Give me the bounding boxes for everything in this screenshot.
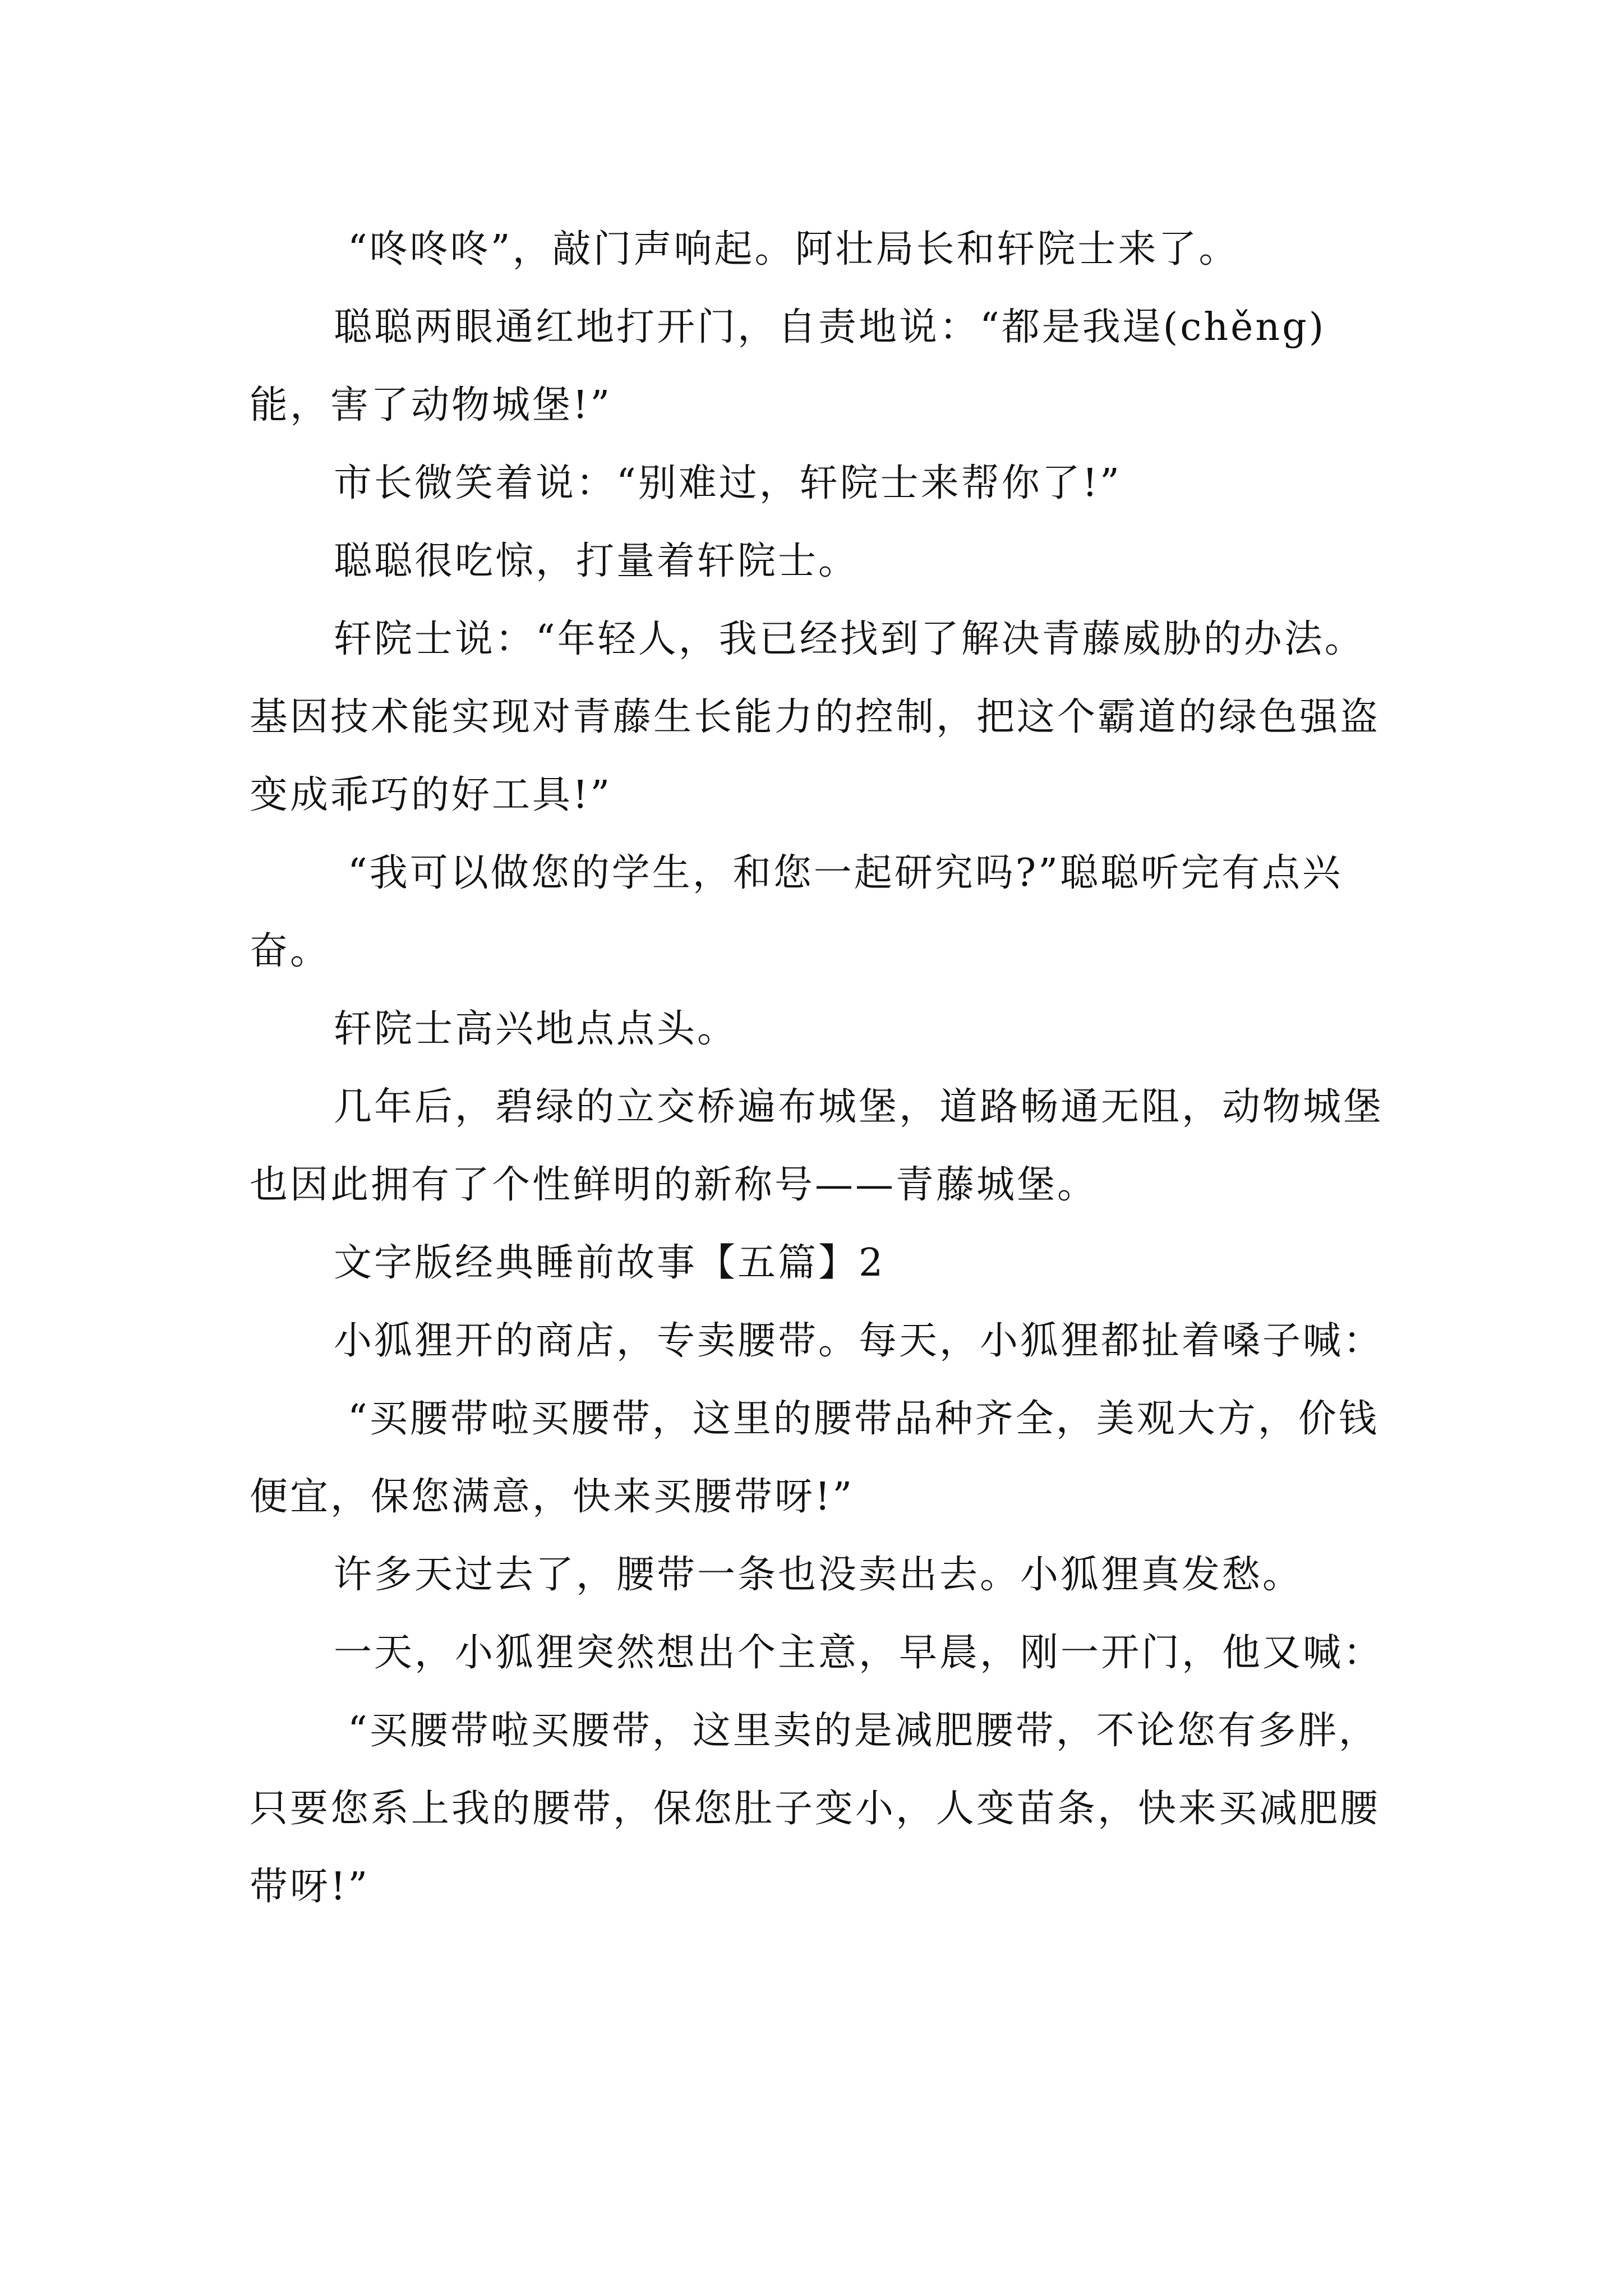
paragraph: “买腰带啦买腰带，这里的腰带品种齐全，美观大方，价钱便宜，保您满意，快来买腰带呀!” [250,1397,1379,1519]
paragraph: 小狐狸开的商店，专卖腰带。每天，小狐狸都扯着嗓子喊： [334,1319,1384,1363]
paragraph: 轩院士说：“年轻人，我已经找到了解决青藤威胁的办法。基因技术能实现对青藤生长能力的控制，把这个霸道的绿色强盗变成乖巧的好工具!” [250,617,1381,817]
section-heading: 文字版经典睡前故事【五篇】2 [334,1241,886,1285]
story-text [250,210,1394,1926]
paragraph: “我可以做您的学生，和您一起研究吗?”聪聪听完有点兴奋。 [250,851,1343,973]
paragraph: “买腰带啦买腰带，这里卖的是减肥腰带，不论您有多胖，只要您系上我的腰带，保您肚子变小，人变苗条，快来买减肥腰带呀!” [250,1709,1381,1909]
paragraph: 市长微笑着说：“别难过，轩院士来帮你了!” [334,461,1122,505]
paragraph: 几年后，碧绿的立交桥遍布城堡，道路畅通无阻，动物城堡也因此拥有了个性鲜明的新称号——青藤城堡。 [250,1085,1384,1207]
paragraph: 聪聪很吃惊，打量着轩院士。 [334,539,859,583]
paragraph: 轩院士高兴地点点头。 [334,1007,738,1051]
paragraph: 一天，小狐狸突然想出个主意，早晨，刚一开门，他又喊： [334,1631,1384,1675]
paragraph: 聪聪两眼通红地打开门，自责地说：“都是我逞(chěng)能，害了动物城堡!” [250,305,1326,427]
paragraph: “咚咚咚”，敲门声响起。阿壮局长和轩院士来了。 [348,227,1239,272]
paragraph: 许多天过去了，腰带一条也没卖出去。小狐狸真发愁。 [334,1553,1303,1597]
